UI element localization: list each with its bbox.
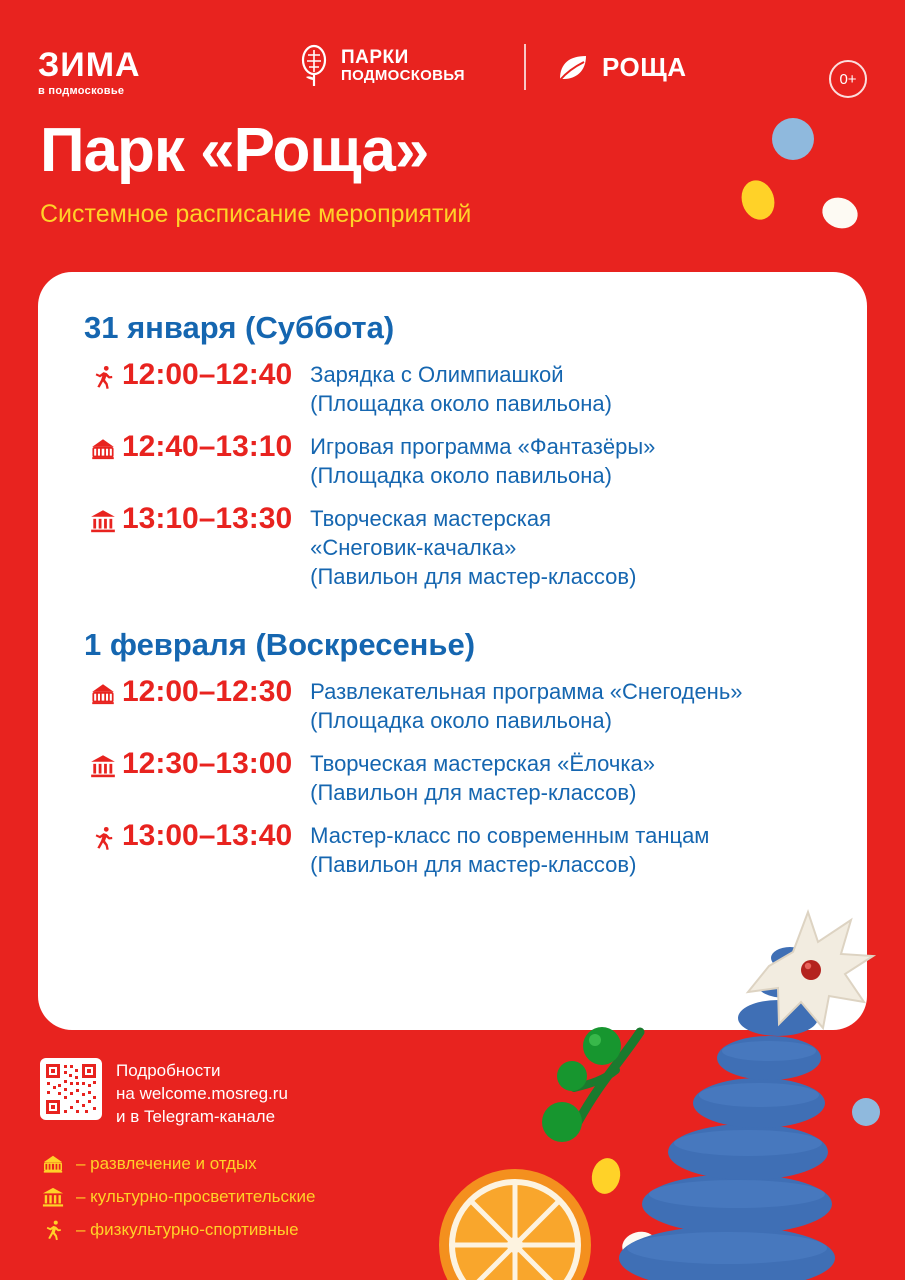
event-place: (Павильон для мастер-классов)	[310, 852, 637, 878]
event-row	[84, 745, 821, 807]
legend-label: – культурно-просветительские	[76, 1186, 316, 1206]
logo-parki-podmoskovya	[297, 44, 465, 88]
day-title: 1 февраля (Воскресенье)	[84, 627, 476, 663]
event-row	[84, 673, 821, 735]
pinecone-icon	[297, 44, 331, 88]
page-header	[0, 0, 905, 110]
event-time: 12:00–12:30	[122, 675, 293, 709]
runner-icon	[40, 1217, 66, 1243]
logo-parki-text	[341, 48, 465, 84]
event-place: (Павильон для мастер-классов)	[310, 564, 637, 590]
event-place: (Площадка около павильона)	[310, 708, 612, 734]
event-place: (Площадка около павильона)	[310, 391, 612, 417]
museum-icon	[84, 502, 122, 540]
event-description	[310, 356, 612, 418]
event-row	[84, 817, 821, 879]
page-subtitle: Системное расписание мероприятий	[40, 200, 472, 228]
legend	[40, 1151, 315, 1243]
event-description	[310, 745, 655, 807]
logo-zima-main-text: ЗИМА	[38, 46, 141, 84]
leaf-icon	[556, 53, 592, 83]
event-description	[310, 817, 709, 879]
runner-icon	[84, 819, 122, 857]
title-block	[40, 116, 472, 229]
confetti-white-oval-2	[619, 1228, 659, 1262]
schedule-card	[38, 272, 867, 1030]
event-row	[84, 500, 821, 591]
legend-label: – развлечение и отдых	[76, 1153, 257, 1173]
event-place: (Павильон для мастер-классов)	[310, 780, 637, 806]
runner-icon	[84, 358, 122, 396]
event-name: Творческая мастерская	[310, 506, 552, 532]
qr-line-3: и в Telegram-канале	[116, 1106, 276, 1126]
logo-zima-sub-text: в подмосковье	[38, 85, 125, 97]
carousel-icon	[40, 1151, 66, 1177]
museum-icon	[40, 1184, 66, 1210]
confetti-yellow-oval	[737, 176, 780, 224]
legend-item	[40, 1151, 315, 1177]
logo-parki-line2: ПОДМОСКОВЬЯ	[341, 67, 465, 85]
event-description	[310, 673, 742, 735]
confetti-yellow-oval-2	[589, 1155, 624, 1196]
event-name: Творческая мастерская «Ёлочка»	[310, 751, 655, 777]
museum-icon	[84, 747, 122, 785]
page-title: Парк «Роща»	[40, 116, 429, 185]
day-block-2	[84, 627, 821, 879]
logo-roscha-text: РОЩА	[602, 52, 687, 82]
confetti-white-oval	[818, 193, 862, 234]
event-row	[84, 356, 821, 418]
event-name: Зарядка с Олимпиашкой	[310, 362, 564, 387]
event-place: (Площадка около павильона)	[310, 463, 612, 489]
event-time: 13:00–13:40	[122, 819, 293, 853]
page-footer	[40, 1058, 315, 1250]
confetti-blue-circle-2	[852, 1098, 880, 1126]
decorative-orange-slice	[430, 1150, 600, 1280]
legend-label: – физкультурно-спортивные	[76, 1219, 299, 1239]
logo-parki-line1: ПАРКИ	[341, 47, 409, 69]
age-rating-badge: 0+	[829, 60, 867, 98]
event-name: Игровая программа «Фантазёры»	[310, 434, 656, 460]
event-time: 12:00–12:40	[122, 358, 293, 391]
decorative-tree-illustration	[520, 1022, 680, 1172]
event-description	[310, 428, 655, 490]
carousel-icon	[84, 675, 122, 713]
event-time: 13:10–13:30	[122, 502, 293, 536]
carousel-icon	[84, 430, 122, 468]
logo-zima	[38, 48, 141, 97]
qr-row	[40, 1058, 315, 1129]
legend-item	[40, 1217, 315, 1243]
event-description	[310, 500, 636, 591]
event-name-line2: «Снеговик-качалка»	[310, 535, 517, 561]
header-divider	[524, 44, 526, 90]
qr-line-2: на welcome.mosreg.ru	[116, 1083, 288, 1103]
day-title: 31 января (Суббота)	[84, 310, 395, 345]
qr-code[interactable]	[40, 1058, 102, 1120]
qr-line-1: Подробности	[116, 1061, 221, 1080]
event-time: 12:40–13:10	[122, 430, 293, 464]
day-block-1	[84, 310, 821, 591]
event-name: Мастер-класс по современным танцам	[310, 823, 710, 849]
legend-item	[40, 1184, 315, 1210]
event-name: Развлекательная программа «Снегодень»	[310, 679, 743, 705]
event-time: 12:30–13:00	[122, 747, 293, 781]
event-row	[84, 428, 821, 490]
logo-roscha	[556, 52, 687, 83]
qr-caption	[116, 1058, 288, 1129]
confetti-blue-circle	[772, 118, 814, 160]
